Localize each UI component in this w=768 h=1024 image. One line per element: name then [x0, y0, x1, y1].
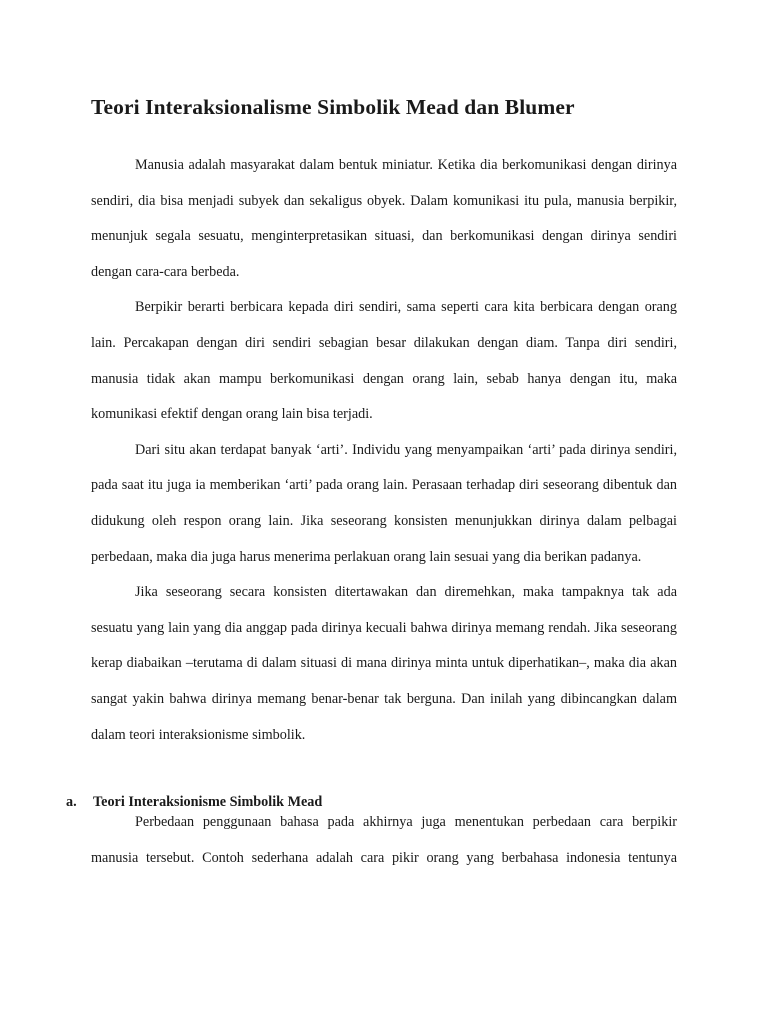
section-body	[91, 805, 677, 876]
document-body	[91, 148, 677, 753]
document-title: Teori Interaksionalisme Simbolik Mead dan Blumer	[91, 95, 575, 119]
paragraph-2: Berpikir berarti berbicara kepada diri sendiri, sama seperti cara kita berbicara dengan orang lain. Percakapan dengan diri sendiri sebagian besar dilakukan dengan diam. Tanpa diri sendiri, manusia tidak akan mampu berkomunikasi dengan orang lain, sebab hanya dengan itu, maka komunikasi efektif dengan orang lain bisa terjadi.	[91, 299, 677, 423]
paragraph-4: Jika seseorang secara konsisten ditertawakan dan diremehkan, maka tampaknya tak ada sesuatu yang lain yang dia anggap pada dirinya kecuali bahwa dirinya memang rendah. Jika seseorang kerap diabaikan –terutama di dalam situasi di mana dirinya minta untuk diperhatikan–, maka dia akan sangat yakin bahwa dirinya memang benar-benar tak berguna. Dan inilah yang dibincangkan dalam dalam teori interaksionisme simbolik.	[91, 584, 677, 743]
section-paragraph: Perbedaan penggunaan bahasa pada akhirnya juga menentukan perbedaan cara berpikir manusia tersebut. Contoh sederhana adalah cara pikir orang yang berbahasa indonesia tentunya	[91, 814, 677, 866]
section-heading-text: Teori Interaksionisme Simbolik Mead	[93, 794, 323, 810]
paragraph-3: Dari situ akan terdapat banyak ‘arti’. Individu yang menyampaikan ‘arti’ pada dirinya sendiri, pada saat itu juga ia memberikan ‘arti’ pada orang lain. Perasaan terhadap diri seseorang dibentuk dan didukung oleh respon orang lain. Jika seseorang konsisten menunjukkan dirinya dalam pelbagai perbedaan, maka dia juga harus menerima perlakuan orang lain sesuai yang dia berikan padanya.	[91, 441, 677, 565]
paragraph-1: Manusia adalah masyarakat dalam bentuk miniatur. Ketika dia berkomunikasi dengan dirinya sendiri, dia bisa menjadi subyek dan sekaligus obyek. Dalam komunikasi itu pula, manusia berpikir, menunjuk segala sesuatu, menginterpretasikan situasi, dan berkomunikasi dengan dirinya sendiri dengan cara-cara berbeda.	[91, 157, 677, 280]
section-marker: a.	[66, 794, 77, 810]
